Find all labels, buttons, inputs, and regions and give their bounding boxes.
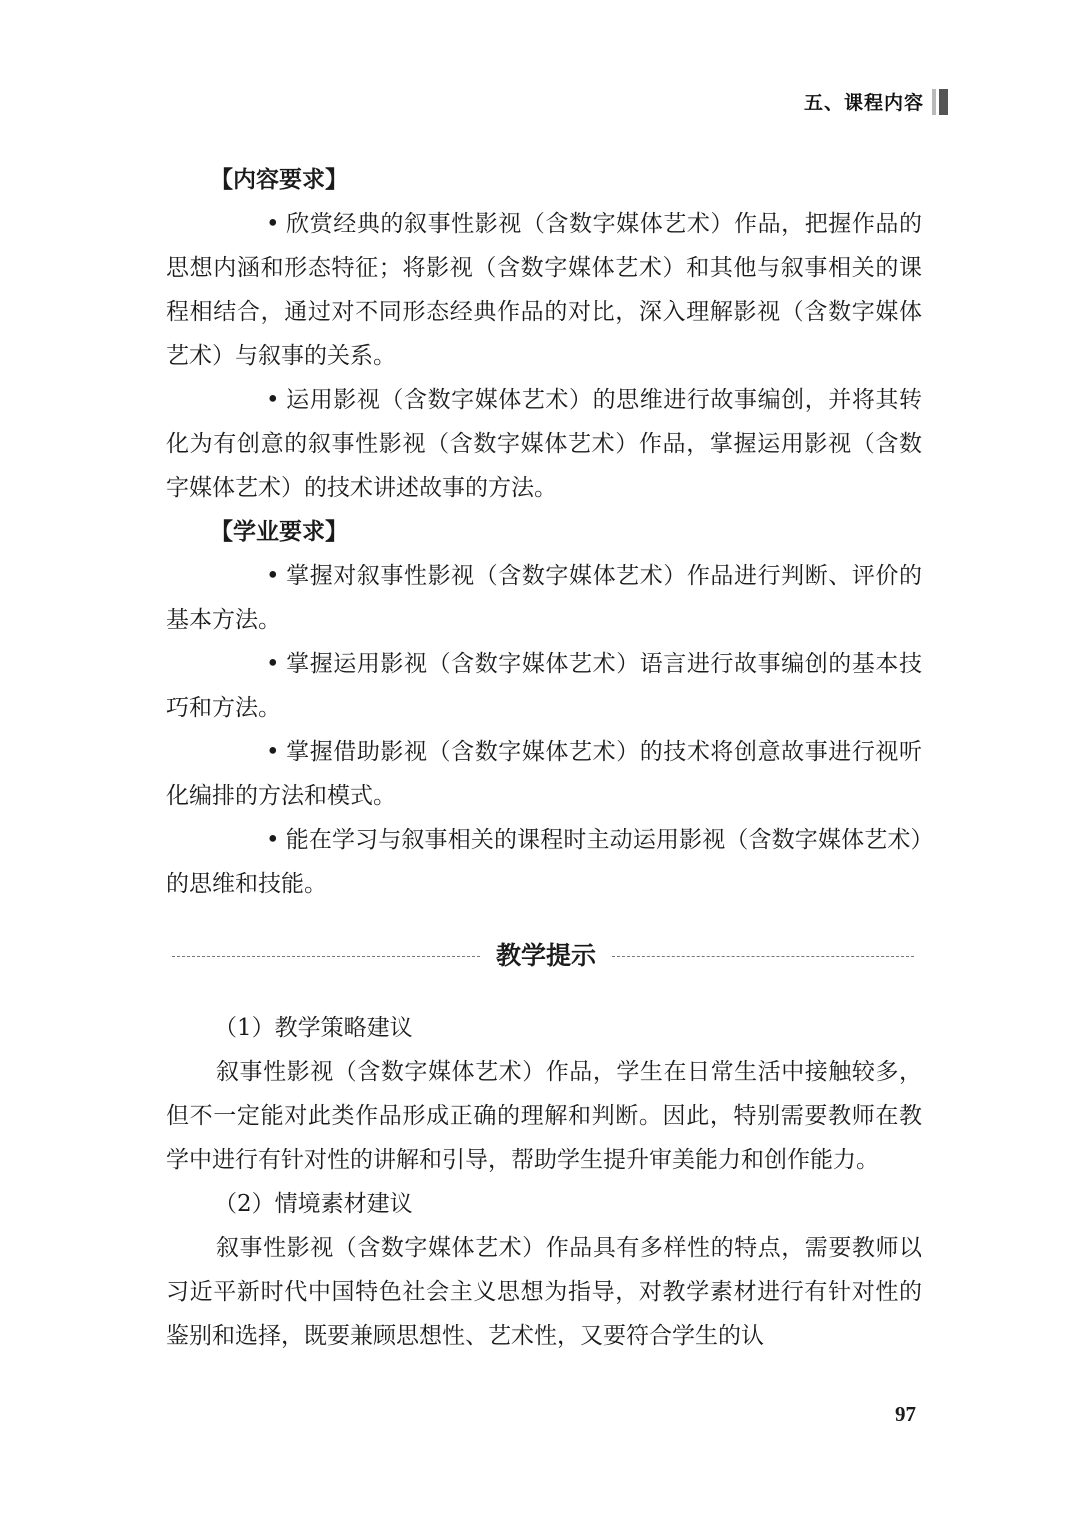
academic-requirement-text: 掌握运用影视（含数字媒体艺术）语言进行故事编创的基本技巧和方法。 [166,651,922,721]
running-header [804,88,948,115]
bullet-icon: • [266,651,280,677]
strategy-subheading: （1）教学策略建议 [214,1015,413,1041]
content-requirement-item [166,378,922,510]
page-content [166,158,922,1358]
materials-paragraph: 叙事性影视（含数字媒体艺术）作品具有多样性的特点，需要教师以习近平新时代中国特色社会主义思想为指导，对教学素材进行有针对性的鉴别和选择，既要兼顾思想性、艺术性，又要符合学生的认 [166,1235,922,1349]
bullet-icon: • [266,563,280,589]
header-bars-ornament [932,89,948,115]
content-requirements-heading: 【内容要求】 [210,167,348,193]
academic-requirement-item [166,730,922,818]
header-bar-light [932,89,936,115]
bullet-icon: • [266,827,280,853]
bullet-icon: • [266,739,280,765]
bullet-icon: • [266,211,280,237]
strategy-paragraph: 叙事性影视（含数字媒体艺术）作品，学生在日常生活中接触较多，但不一定能对此类作品形成正确的理解和判断。因此，特别需要教师在教学中进行有针对性的讲解和引导，帮助学生提升审美能力和创作能力。 [166,1059,922,1173]
teaching-tips-title: 教学提示 [495,941,596,970]
bullet-icon: • [266,387,280,413]
running-header-title: 五、课程内容 [803,92,924,114]
content-requirement-item [166,202,922,378]
header-bar-dark [939,89,948,115]
divider-dashed-rule-right [612,956,914,957]
academic-requirement-item [166,554,922,642]
academic-requirements-heading: 【学业要求】 [210,519,348,545]
content-requirement-text: 运用影视（含数字媒体艺术）的思维进行故事编创，并将其转化为有创意的叙事性影视（含数字媒体艺术）作品，掌握运用影视（含数字媒体艺术）的技术讲述故事的方法。 [166,387,922,501]
academic-requirement-item [166,818,922,906]
materials-subheading: （2）情境素材建议 [214,1191,413,1217]
academic-requirement-text: 掌握对叙事性影视（含数字媒体艺术）作品进行判断、评价的基本方法。 [166,563,922,633]
academic-requirement-text: 能在学习与叙事相关的课程时主动运用影视（含数字媒体艺术）的思维和技能。 [166,827,922,897]
academic-requirement-item [166,642,922,730]
page-number: 97 [895,1402,916,1426]
content-requirement-text: 欣赏经典的叙事性影视（含数字媒体艺术）作品，把握作品的思想内涵和形态特征；将影视（含数字媒体艺术）和其他与叙事相关的课程相结合，通过对不同形态经典作品的对比，深入理解影视（含数字媒体艺术）与叙事的关系。 [166,211,922,369]
teaching-tips-divider [166,928,922,984]
academic-requirement-text: 掌握借助影视（含数字媒体艺术）的技术将创意故事进行视听化编排的方法和模式。 [166,739,922,809]
divider-dashed-rule-left [172,956,480,957]
